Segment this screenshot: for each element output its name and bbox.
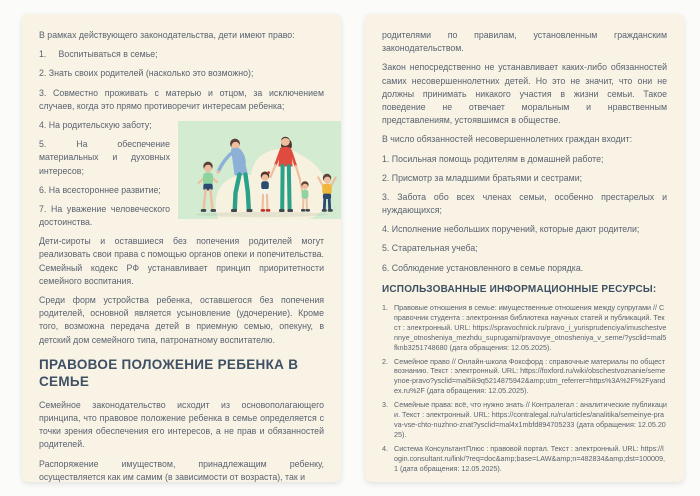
duties-item-1: 1. Посильная помощь родителям в домашней работе; <box>382 153 604 164</box>
duties-item-3: 3. Забота обо всех членах семьи, особенно престарелых и нуждающихся; <box>382 191 667 216</box>
resource-item <box>382 357 667 397</box>
page-right <box>365 14 684 482</box>
duties-item-2: 2. Присмотр за младшими братьями и сестрами; <box>382 172 583 183</box>
family-illustration-svg <box>178 121 341 219</box>
rights-item-1: 1. Воспитываться в семье; <box>39 49 158 60</box>
continuation-paragraph: родителями по правилам, установленным гражданским законодательством. <box>382 30 667 54</box>
duties-intro: В число обязанностей несовершеннолетних граждан входит: <box>382 134 633 145</box>
rights-item-7: 7. На уважение человеческого достоинства. <box>39 203 170 228</box>
resource-item <box>382 400 667 440</box>
page-left <box>22 14 341 482</box>
resource-number: 1. <box>382 302 388 312</box>
resources-list <box>382 303 667 474</box>
property-paragraph: Распоряжение имуществом, принадлежащим ребенку, осуществляется как им самим (в зависимости от возраста), так и <box>39 458 324 482</box>
intro-text: В рамках действующего законодательства, дети имеют право: <box>39 30 295 40</box>
duties-item-6: 6. Соблюдение установленного в семье порядка. <box>382 262 584 273</box>
family-illustration <box>178 121 341 219</box>
resource-text: Система КонсультантПлюс : правовой портал. Текст : электронный. URL: https://login.consultant.ru/link/?req=doc&amp;base=LAW&amp;n=482834&amp;dst=100009,1 (дата обращения: 12.05.2025). <box>394 444 666 473</box>
resource-number: 4. <box>382 444 388 453</box>
principle-paragraph: Семейное законодательство исходит из основополагающего принципа, что правовое положение ребенка в семье определяется с точки зрения обеспечения его интересов, а не прав и обязанностей родителей. <box>39 399 324 450</box>
resource-text: Семейное право // Онлайн-школа Фоксфорд : справочные материалы по обществознанию. Текст : электронный. URL: https://foxford.ru/wiki/obschestvoznanie/semeynoe-pravo?ysclid=mal5ik9q5214875942&amp;utm_referrer=https%3A%2F%2Fyandex.ru%2F (дата обращения: 12.05.2025). <box>394 356 666 396</box>
rights-item-3: 3. Совместно проживать с матерью и отцом, за исключением случаев, когда это прямо противоречит интересам ребенка; <box>39 87 324 111</box>
resource-text: Семейные права: всё, что нужно знать // Контралегал : аналитические публикации. Текст : электронный. URL: https://contralegal.ru/ru/articles/analitika/semeinye-prava-vse-chto-nuzhno-znat?ysclid=mal4x1mbfd894705233 (дата обращения: 12.05.2025). <box>394 400 667 440</box>
duties-item-5: 5. Старательная учеба; <box>382 243 478 254</box>
adoption-paragraph: Среди форм устройства ребенка, оставшегося без попечения родителей, основной является усыновление (удочерение). Кроме того, возможна передача детей в приемную семью, опекуну, в детский дом семейного типа, патронатному воспитателю. <box>39 295 324 345</box>
resource-number: 2. <box>382 356 388 366</box>
rights-item-6: 6. На всестороннее развитие; <box>39 184 161 195</box>
resource-number: 3. <box>382 400 388 410</box>
law-paragraph: Закон непосредственно не устанавливает каких-либо обязанностей самих несовершеннолетних детей. Но это не значит, что они не должны принимать никакого участия в жизни семьи. Такое поведение не отвечает моральным и нравственным представлениям, устоявшимся в обществе. <box>382 62 667 126</box>
resource-text: Правовые отношения в семье: имущественные отношения между супругами // Справочник студента : электронная библиотека научных статей и публикаций. Текст : электронный. URL: https://spravochnick.ru/pravo_i_yurisprudenciya/imuschestvennye_otnosheniya_mezhdu_suprugami/pravovye_otnosheniya_v_seme/?ysclid=mal5fknb3251748680 (дата обращения: 12.05.2025). <box>394 302 667 352</box>
rights-item-5: 5. На обеспечение материальных и духовных интересов; <box>39 139 170 176</box>
resource-item <box>382 444 667 474</box>
resource-item <box>382 303 667 353</box>
duties-item-4: 4. Исполнение небольших поручений, которые дают родители; <box>382 224 640 235</box>
rights-item-4: 4. На родительскую заботу; <box>39 119 152 130</box>
resources-heading: ИСПОЛЬЗОВАННЫЕ ИНФОРМАЦИОННЫЕ РЕСУРСЫ: <box>382 283 657 295</box>
rights-item-2: 2. Знать своих родителей (насколько это возможно); <box>39 68 254 79</box>
section-heading-legal-status: ПРАВОВОЕ ПОЛОЖЕНИЕ РЕБЕНКА В СЕМЬЕ <box>39 356 299 390</box>
orphans-paragraph: Дети-сироты и оставшиеся без попечения родителей могут реализовать свои права с помощью органов опеки и попечительства. Семейный кодекс РФ устанавливает принцип приоритетности семейного воспитания. <box>39 236 324 286</box>
